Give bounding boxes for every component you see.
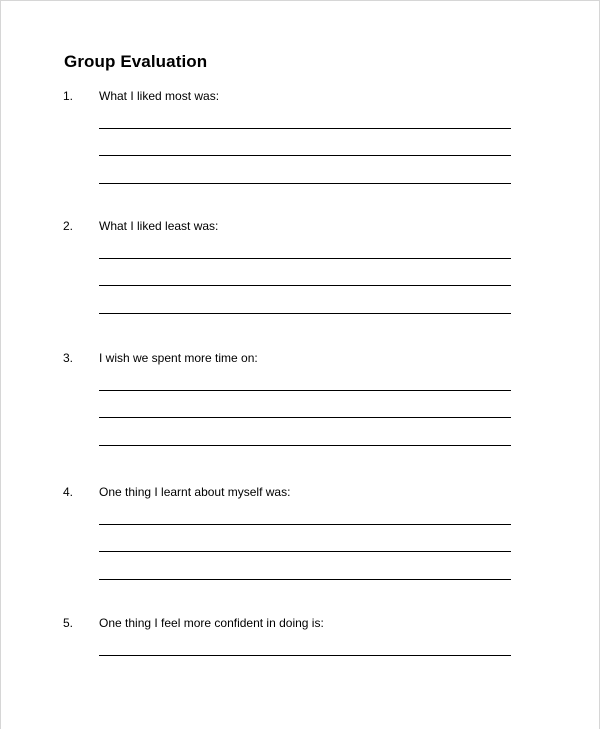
answer-line[interactable] bbox=[99, 285, 511, 286]
answer-line[interactable] bbox=[99, 445, 511, 446]
answer-line[interactable] bbox=[99, 128, 511, 129]
answer-line[interactable] bbox=[99, 313, 511, 314]
answer-line[interactable] bbox=[99, 258, 511, 259]
answer-line[interactable] bbox=[99, 655, 511, 656]
question-text: I wish we spent more time on: bbox=[99, 351, 258, 365]
question-text: One thing I feel more confident in doing is: bbox=[99, 616, 324, 630]
question-number: 4. bbox=[63, 485, 74, 499]
answer-line[interactable] bbox=[99, 524, 511, 525]
question-number: 1. bbox=[63, 89, 74, 103]
answer-line[interactable] bbox=[99, 579, 511, 580]
question-number: 2. bbox=[63, 219, 74, 233]
question-text: What I liked least was: bbox=[99, 219, 219, 233]
answer-line[interactable] bbox=[99, 390, 511, 391]
page-title: Group Evaluation bbox=[64, 52, 208, 71]
question-text: One thing I learnt about myself was: bbox=[99, 485, 291, 499]
question-number: 5. bbox=[63, 616, 74, 630]
answer-line[interactable] bbox=[99, 417, 511, 418]
answer-line[interactable] bbox=[99, 551, 511, 552]
answer-line[interactable] bbox=[99, 155, 511, 156]
question-text: What I liked most was: bbox=[99, 89, 220, 103]
question-number: 3. bbox=[63, 351, 74, 365]
answer-line[interactable] bbox=[99, 183, 511, 184]
